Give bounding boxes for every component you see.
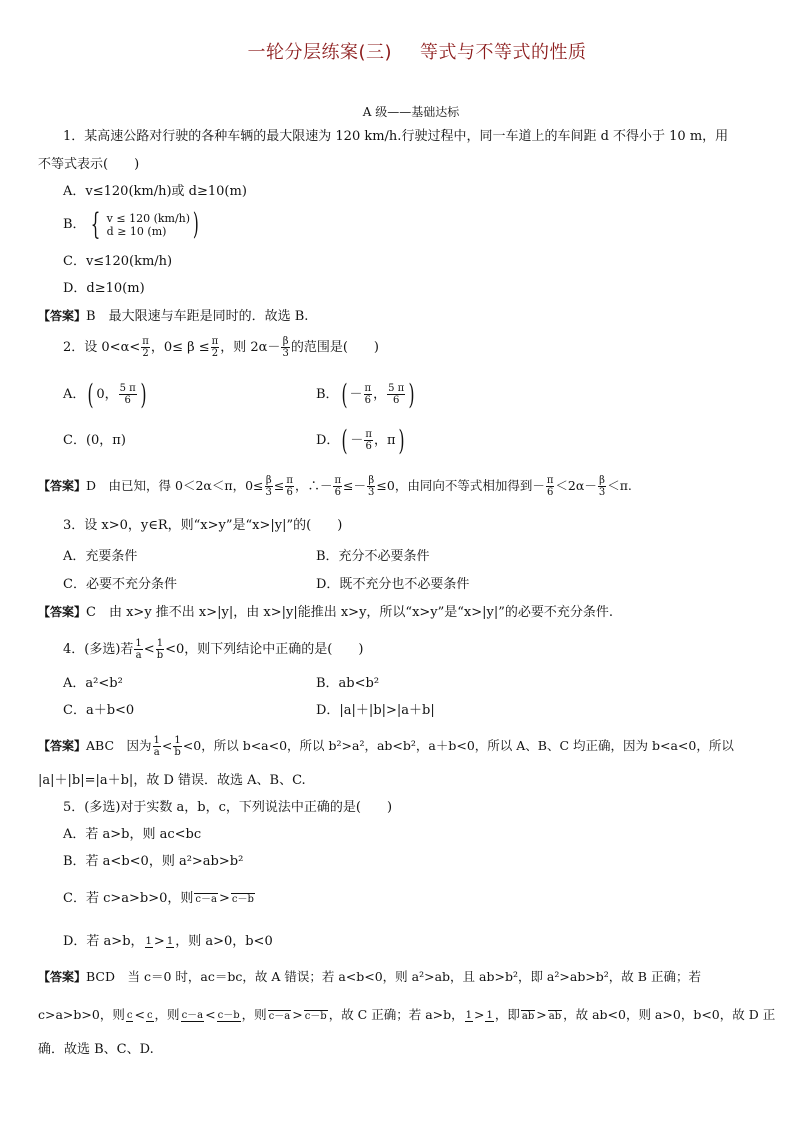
page-title (0, 38, 794, 64)
q4-answer-line2: |a|＋|b|=|a＋b|，故 D 错误．故选 A、B、C. (38, 773, 306, 788)
q5-option-d: D．若 a>b， 1 > 1 ，则 a>0，b<0 (63, 934, 273, 949)
q5-answer-line2: c>a>b>0，则 c < c ，则 c－a < c－b ，则 c－a > c－b ，故 C 正确；若 a>b， 1 > 1 ，即 ab > ab ，故 ab<0，则 a>0，b<0，故 D 正 (38, 1007, 776, 1022)
q3-option-b: B．充分不必要条件 (316, 549, 430, 564)
q2-option-d: D．( － $\frac{\pi}{6}$ ，π) (316, 423, 404, 457)
q1-option-d: D．d≥10(m) (63, 281, 145, 296)
q4-answer: 【答案】ABC 因为 $\frac{1}{a}$ < $\frac{1}{b}$ <0，所以 b<a<0，所以 b²>a²，ab<b²，a＋b<0，所以 A、B、C 均正确，因为 b<a<0，所以 (38, 735, 734, 758)
q2-answer: 【答案】D 由已知，得 0＜2α＜π，0≤ $\frac{\beta}{3}$ ≤ $\frac{\pi}{6}$ ，∴－ $\frac{\pi}{6}$ ≤－ $\frac{\beta}{3}$ ≤0，由同向不等式相加得到－ $\frac{\pi}{6}$ ＜2α－ $\frac{\beta}{3}$ ＜π. (38, 475, 632, 498)
q3-option-d: D．既不充分也不必要条件 (316, 577, 470, 592)
q4-option-a: A．a²<b² (63, 676, 123, 691)
q2-stem: 2．设 0<α< $\frac{\pi}{2}$ ，0≤ β ≤ $\frac{\pi}{2}$ ，则 2α－ $\frac{\beta}{3}$ 的范围是( ) (63, 336, 379, 359)
title-sub: 等式与不等式的性质 (420, 42, 587, 63)
q5-answer-line3: 确．故选 B、C、D. (38, 1042, 154, 1057)
q1-stem-line2: 不等式表示( ) (38, 157, 140, 172)
q2-option-a: A．( 0， $\frac{5 \pi}{6}$ ) (63, 377, 147, 411)
q2-option-b: B．( － $\frac{\pi}{6}$ ， $\frac{5 \pi}{6}$ ) (316, 377, 415, 411)
q5-answer: 【答案】BCD 当 c＝0 时，ac＝bc，故 A 错误；若 a<b<0，则 a²>ab，且 ab>b²，即 a²>ab>b²，故 B 正确；若 (38, 969, 701, 984)
q1-option-c: C．v≤120(km/h) (63, 254, 173, 269)
q3-option-c: C．必要不充分条件 (63, 577, 177, 592)
q5-option-a: A．若 a>b，则 ac<bc (63, 827, 202, 842)
q1-answer: 【答案】B 最大限速与车距是同时的．故选 B. (38, 309, 309, 324)
q5-stem: 5．(多选)对于实数 a，b，c，下列说法中正确的是( ) (63, 800, 393, 815)
q2-option-c: C．(0，π) (63, 433, 126, 448)
q4-stem: 4．(多选)若 $\frac{1}{a}$ < $\frac{1}{b}$ <0，则下列结论中正确的是( ) (63, 638, 364, 661)
q1-stem-line1: 1．某高速公路对行驶的各种车辆的最大限速为 120 km/h.行驶过程中，同一车道上的车间距 d 不得小于 10 m，用 (63, 129, 729, 144)
section-heading: A 级——基础达标 (362, 105, 460, 119)
q1-option-a: A．v≤120(km/h)或 d≥10(m) (63, 184, 247, 199)
q4-option-b: B．ab<b² (316, 676, 380, 691)
q4-option-c: C．a＋b<0 (63, 703, 135, 718)
q3-stem: 3．设 x>0，y∈R，则“x>y”是“x>|y|”的( ) (63, 518, 343, 533)
q3-answer: 【答案】C 由 x>y 推不出 x>|y|，由 x>|y|能推出 x>y，所以“x>y”是“x>|y|”的必要不充分条件. (38, 605, 614, 620)
q5-option-c: C．若 c>a>b>0，则 c－a > c－b (63, 891, 254, 906)
q5-option-b: B．若 a<b<0，则 a²>ab>b² (63, 854, 244, 869)
q3-option-a: A．充要条件 (63, 549, 138, 564)
q1-option-b: B． { v ≤ 120 (km/h) d ≥ 10 (m) ) (63, 207, 199, 242)
q4-option-d: D．|a|＋|b|>|a＋b| (316, 703, 435, 718)
title-main: 一轮分层练案(三) (247, 42, 393, 63)
